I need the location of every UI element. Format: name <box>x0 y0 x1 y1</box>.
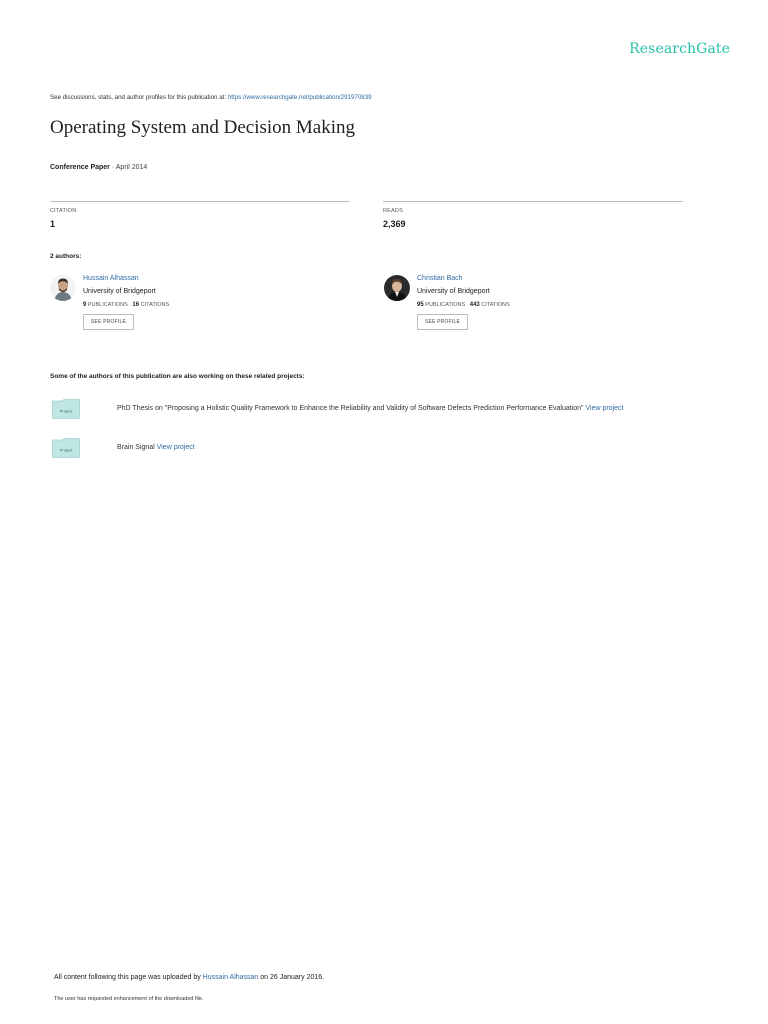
related-projects-heading: Some of the authors of this publication are also working on these related projects: <box>50 373 305 380</box>
discussions-line <box>50 94 372 101</box>
citation-label: CITATION <box>50 208 77 214</box>
project-icon-label: Project <box>59 408 73 414</box>
reads-label: READS <box>383 208 403 214</box>
author-affiliation: University of Bridgeport <box>417 288 490 295</box>
see-profile-button[interactable]: SEE PROFILE <box>83 314 134 330</box>
citation-value: 1 <box>50 219 56 229</box>
author-counts <box>83 302 323 308</box>
author-name[interactable]: Christian Bach <box>417 275 463 282</box>
upload-info <box>54 974 324 981</box>
project-title: Brain Signal <box>117 444 155 451</box>
author-info <box>83 275 323 330</box>
upload-suffix: on 26 January 2016. <box>260 974 325 981</box>
author-name[interactable]: Hussain Alhassan <box>83 275 139 282</box>
avatar[interactable] <box>384 275 410 301</box>
researchgate-logo[interactable]: ResearchGate <box>629 41 730 57</box>
project-text <box>117 444 195 451</box>
publication-date: April 2014 <box>115 164 148 171</box>
publication-title: Operating System and Decision Making <box>50 117 356 138</box>
reads-stat <box>383 201 683 229</box>
publications-count: 95 <box>417 302 424 308</box>
authors-heading: 2 authors: <box>50 253 82 260</box>
citations-label: CITATIONS <box>140 302 170 308</box>
project-title: PhD Thesis on "Proposing a Holistic Quality Framework to Enhance the Reliability and Validity of Software Defects Prediction Performance Evaluation" <box>117 405 584 412</box>
avatar[interactable] <box>50 275 76 301</box>
publication-type: Conference Paper <box>50 164 110 171</box>
reads-value: 2,369 <box>383 219 406 229</box>
publication-link[interactable]: https://www.researchgate.net/publication/291970839 <box>227 94 372 101</box>
project-text <box>117 405 624 412</box>
see-profile-button[interactable]: SEE PROFILE <box>417 314 468 330</box>
publications-label: PUBLICATIONS <box>425 302 466 308</box>
project-folder-icon <box>52 438 80 458</box>
upload-prefix: All content following this page was uploaded by <box>54 974 201 981</box>
project-icon-label: Project <box>59 447 73 453</box>
view-project-link[interactable]: View project <box>585 405 624 412</box>
publications-label: PUBLICATIONS <box>87 302 128 308</box>
author-affiliation: University of Bridgeport <box>83 288 156 295</box>
uploader-link[interactable]: Hussain Alhassan <box>202 974 259 981</box>
view-project-link[interactable]: View project <box>156 444 195 451</box>
discussions-text: See discussions, stats, and author profiles for this publication at: <box>50 94 227 101</box>
type-date-separator: · <box>109 164 116 171</box>
author-info <box>417 275 657 330</box>
citations-count: 16 <box>132 302 140 308</box>
enhancement-note: The user has requested enhancement of the downloaded file. <box>54 996 204 1002</box>
citation-stat <box>50 201 350 229</box>
publication-type-line <box>50 164 147 171</box>
citations-count: 443 <box>469 302 480 308</box>
citations-label: CITATIONS <box>481 302 510 308</box>
publications-count: 9 <box>83 302 87 308</box>
author-counts <box>417 302 657 308</box>
project-folder-icon <box>52 399 80 419</box>
